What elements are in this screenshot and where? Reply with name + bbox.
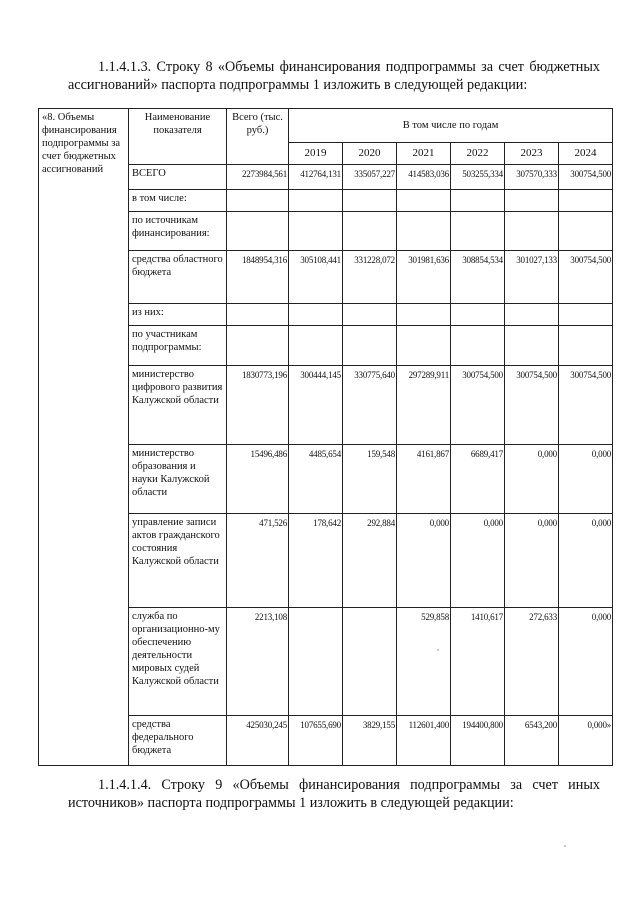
row-total: 1848954,316	[227, 251, 289, 304]
row-year-value	[559, 326, 613, 366]
header-indicator: Наименование показателя	[129, 109, 227, 165]
row-year-value	[343, 304, 397, 326]
financing-table	[38, 108, 613, 766]
row-year-value: 412764,131	[289, 165, 343, 190]
row-year-value: 107655,690	[289, 716, 343, 766]
row-year-value: 300444,145	[289, 366, 343, 445]
row-year-value: 300754,500	[559, 165, 613, 190]
header-year: 2024	[559, 143, 613, 165]
paragraph-2-text: 1.1.4.1.4. Строку 9 «Объемы финансирования подпрограммы за счет иных источников» паспорта подпрограммы 1 изложить в следующей редакции:	[68, 777, 600, 811]
row-year-value: 272,633	[505, 608, 559, 716]
row-year-value: 308854,534	[451, 251, 505, 304]
row-total	[227, 190, 289, 212]
row-year-value	[397, 190, 451, 212]
row-year-value: 0,000	[397, 514, 451, 608]
row-year-value	[451, 304, 505, 326]
row-year-value	[343, 190, 397, 212]
row-year-value: 330775,640	[343, 366, 397, 445]
row-year-value	[397, 212, 451, 251]
row-year-value	[343, 212, 397, 251]
row-year-value: 292,884	[343, 514, 397, 608]
header-year: 2019	[289, 143, 343, 165]
row-year-value	[451, 326, 505, 366]
row-year-value: 4161,867	[397, 445, 451, 514]
row-title-cell: «8. Объемы финансирования подпрограммы за счет бюджетных ассигнований	[39, 109, 129, 766]
row-label: из них:	[129, 304, 227, 326]
row-total: 2273984,561	[227, 165, 289, 190]
row-total: 471,526	[227, 514, 289, 608]
row-label: министерство образования и науки Калужской области	[129, 445, 227, 514]
row-year-value	[343, 608, 397, 716]
row-year-value: 297289,911	[397, 366, 451, 445]
row-year-value: 0,000	[505, 445, 559, 514]
row-year-value	[289, 304, 343, 326]
row-year-value	[289, 212, 343, 251]
row-label: министерство цифрового развития Калужской области	[129, 366, 227, 445]
row-year-value: 529,858	[397, 608, 451, 716]
scan-speck	[437, 649, 439, 651]
row-year-value: 301981,636	[397, 251, 451, 304]
row-year-value	[505, 212, 559, 251]
row-year-value	[397, 304, 451, 326]
row-year-value: 300754,500	[559, 366, 613, 445]
row-year-value	[397, 326, 451, 366]
row-year-value: 301027,133	[505, 251, 559, 304]
row-year-value: 0,000	[559, 608, 613, 716]
row-year-value: 414583,036	[397, 165, 451, 190]
row-year-value: 300754,500	[559, 251, 613, 304]
row-year-value: 0,000»	[559, 716, 613, 766]
row-year-value: 305108,441	[289, 251, 343, 304]
row-year-value	[451, 190, 505, 212]
row-year-value: 3829,155	[343, 716, 397, 766]
row-label: ВСЕГО	[129, 165, 227, 190]
row-year-value: 300754,500	[451, 366, 505, 445]
row-year-value	[559, 190, 613, 212]
row-label: в том числе:	[129, 190, 227, 212]
row-year-value	[289, 326, 343, 366]
row-year-value: 0,000	[505, 514, 559, 608]
header-year: 2022	[451, 143, 505, 165]
row-year-value	[559, 212, 613, 251]
row-year-value	[505, 326, 559, 366]
row-year-value: 0,000	[451, 514, 505, 608]
header-by-years: В том числе по годам	[289, 109, 613, 143]
row-year-value	[289, 608, 343, 716]
row-year-value: 1410,617	[451, 608, 505, 716]
row-total	[227, 212, 289, 251]
header-year: 2023	[505, 143, 559, 165]
paragraph-1	[68, 58, 600, 94]
paragraph-1-text: 1.1.4.1.3. Строку 8 «Объемы финансирования подпрограммы за счет бюджетных ассигнований» паспорта подпрограммы 1 изложить в следующей редакции:	[68, 59, 600, 93]
row-year-value: 331228,072	[343, 251, 397, 304]
row-year-value: 112601,400	[397, 716, 451, 766]
row-year-value: 178,642	[289, 514, 343, 608]
row-year-value	[559, 304, 613, 326]
scan-speck	[564, 845, 566, 847]
row-year-value	[451, 212, 505, 251]
header-year: 2020	[343, 143, 397, 165]
row-label: по участникам подпрограммы:	[129, 326, 227, 366]
row-total	[227, 326, 289, 366]
row-year-value: 6689,417	[451, 445, 505, 514]
row-total: 425030,245	[227, 716, 289, 766]
row-label: средства федерального бюджета	[129, 716, 227, 766]
row-year-value: 4485,654	[289, 445, 343, 514]
row-label: управление записи актов гражданского состояния Калужской области	[129, 514, 227, 608]
row-year-value: 194400,800	[451, 716, 505, 766]
paragraph-2	[68, 776, 600, 812]
row-total	[227, 304, 289, 326]
row-year-value: 503255,334	[451, 165, 505, 190]
row-year-value	[505, 190, 559, 212]
row-year-value: 6543,200	[505, 716, 559, 766]
row-year-value	[343, 326, 397, 366]
row-year-value: 0,000	[559, 514, 613, 608]
row-total: 1830773,196	[227, 366, 289, 445]
row-year-value: 300754,500	[505, 366, 559, 445]
row-year-value: 159,548	[343, 445, 397, 514]
row-year-value	[289, 190, 343, 212]
row-label: средства областного бюджета	[129, 251, 227, 304]
header-year: 2021	[397, 143, 451, 165]
row-label: служба по организационно-му обеспечению деятельности мировых судей Калужской области	[129, 608, 227, 716]
row-year-value	[505, 304, 559, 326]
row-year-value: 0,000	[559, 445, 613, 514]
header-total: Всего (тыс. руб.)	[227, 109, 289, 165]
row-year-value: 307570,333	[505, 165, 559, 190]
row-year-value: 335057,227	[343, 165, 397, 190]
row-label: по источникам финансирования:	[129, 212, 227, 251]
row-total: 2213,108	[227, 608, 289, 716]
row-total: 15496,486	[227, 445, 289, 514]
